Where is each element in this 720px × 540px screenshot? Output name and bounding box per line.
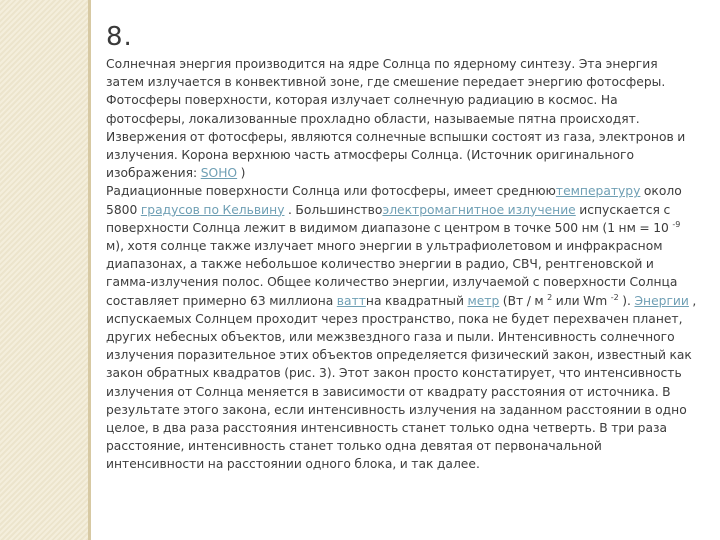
link-kelvin[interactable]: градусов по Кельвину	[140, 202, 285, 217]
paragraph-1-end: )	[237, 166, 246, 181]
slide-number: 8.	[106, 22, 133, 52]
p2-part-g: (Вт / м	[499, 293, 548, 308]
p2-part-e: м), хотя солнце также излучает много энергии в ультрафиолетовом и инфракрасном диапазонах, а также небольшое количество энергии в радио, СВЧ, рентгеновской и гамма-излучения полос. Общее количество энергии, излучаемой с поверхности Солнца составляет примерно 63 миллиона	[106, 239, 678, 308]
p2-part-a: Радиационные поверхности Солнца или фотосферы, имеет среднюю	[106, 184, 556, 199]
slide-body	[106, 55, 698, 474]
link-meter[interactable]: метр	[467, 293, 500, 308]
superscript-exponent-1: -9	[672, 219, 681, 229]
side-divider-line	[88, 0, 91, 540]
p2-part-c: . Большинство	[284, 202, 383, 217]
superscript-exponent-3: -2	[610, 292, 619, 302]
p2-part-f: на квадратный	[365, 293, 468, 308]
superscript-exponent-2: 2	[547, 292, 553, 302]
decorative-side-band	[0, 0, 88, 540]
link-temperature[interactable]: температуру	[555, 184, 641, 199]
p2-part-b: около 5800	[106, 184, 682, 217]
p2-part-j: , испускаемых Солнцем проходит через пространство, пока не будет перехвачен планет, других небесных объектов, или межзвездного газа и пыли. Интенсивность солнечного излучения поразительное этих объектов определяется физический закон, известный как закон обратных квадратов (рис. 3). Этот закон просто констатирует, что интенсивность излучения от Солнца меняется в зависимости от квадрату расстояния от источника. В результате этого закона, если интенсивность излучения на заданном расстоянии в одно целое, в два раза расстояния интенсивность станет только одна четверть. В три раза расстояние, интенсивность станет только одна девятая от первоначальной интенсивности на расстоянии одного блока, и так далее.	[106, 293, 697, 472]
link-watt[interactable]: ватт	[336, 293, 366, 308]
link-electromagnetic-radiation[interactable]: электромагнитное излучение	[382, 202, 576, 217]
paragraph-1-text: Солнечная энергия производится на ядре Солнца по ядерному синтезу. Эта энергия затем излучается в конвективной зоне, где смешение передает энергию фотосферы. Фотосферы поверхности, которая излучает солнечную радиацию в космос. На фотосферы, локализованные прохладно области, называемые пятна происходят. Извержения от фотосферы, являются солнечные вспышки состоят из газа, электронов и излучения. Корона верхнюю часть атмосферы Солнца. (Источник оригинального изображения:	[106, 57, 686, 181]
link-soho[interactable]: SOHO	[200, 166, 238, 181]
paragraph-radiation	[106, 182, 698, 473]
paragraph-solar-energy	[106, 55, 698, 182]
p2-part-h: или Wm	[552, 293, 611, 308]
p2-part-i: ).	[618, 293, 635, 308]
link-energy[interactable]: Энергии	[634, 293, 689, 308]
p2-part-d: испускается с поверхности Солнца лежит в видимом диапазоне с центром в точке 500 нм (1 нм = 10	[106, 202, 673, 235]
